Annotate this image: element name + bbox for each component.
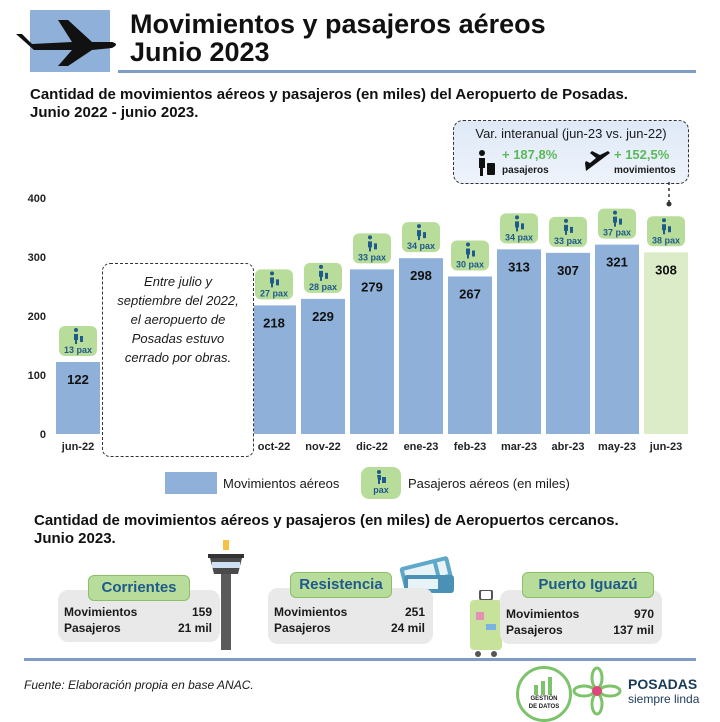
closure-note-text: Entre julio y septiembre del 2022, el aeropuerto de Posadas estuvo cerrado por obras. <box>117 274 239 365</box>
section1-title-line1: Cantidad de movimientos aéreos y pasajeros (en miles) del Aeropuerto de Posadas. <box>30 86 628 103</box>
page-title-line2: Junio 2023 <box>130 37 270 67</box>
airport-card-puerto-iguazu <box>500 590 662 644</box>
bar-value-label: 308 <box>655 262 677 278</box>
airport-mov-value: 970 <box>633 607 654 621</box>
walking-passenger-icon <box>474 149 496 177</box>
logo2-line1: POSADAS <box>628 676 698 692</box>
bar <box>644 252 688 434</box>
bar-value-label: 321 <box>606 254 628 270</box>
source-note: Fuente: Elaboración propia en base ANAC. <box>24 678 254 692</box>
x-tick-label: nov-22 <box>305 441 341 453</box>
x-tick-label: jun-22 <box>61 441 95 453</box>
airport-pas-value: 137 mil <box>613 623 654 637</box>
airport-pas-label: Pasajeros <box>64 621 121 635</box>
bar-value-label: 218 <box>263 315 285 331</box>
x-tick-label: may-23 <box>598 441 636 453</box>
variation-pasajeros-pct: + 187,8% <box>502 147 558 162</box>
airport-title-resistencia: Resistencia <box>290 572 392 598</box>
posadas-flower-icon <box>572 666 622 716</box>
legend-bars-swatch <box>165 472 217 494</box>
pax-label: 30 pax <box>455 259 485 270</box>
pax-label: 38 pax <box>651 235 681 246</box>
pax-label: 13 pax <box>63 345 93 356</box>
legend-bars-label: Movimientos aéreos <box>223 476 340 491</box>
x-tick-label: mar-23 <box>500 441 538 453</box>
y-tick-label: 400 <box>27 193 46 205</box>
pax-label: 28 pax <box>308 281 338 292</box>
legend-pax-badge-text: pax <box>373 485 389 495</box>
pax-label: 34 pax <box>406 241 436 252</box>
variation-header: Var. interanual (jun-23 vs. jun-22) <box>475 126 667 141</box>
legend-pax-label: Pasajeros aéreos (en miles) <box>408 476 570 491</box>
section2-title-line2: Junio 2023. <box>34 530 116 547</box>
airport-title-corrientes: Corrientes <box>88 575 190 601</box>
suitcase-icon <box>468 590 504 658</box>
airport-pas-value: 24 mil <box>390 621 425 635</box>
airport-mov-label: Movimientos <box>274 605 348 619</box>
pax-label: 33 pax <box>553 235 583 246</box>
logo2-line2: siempre linda <box>628 692 700 706</box>
footer-rule <box>24 658 696 661</box>
bar <box>595 245 639 434</box>
bar-value-label: 279 <box>361 279 383 295</box>
bar <box>399 258 443 434</box>
x-tick-label: jun-23 <box>649 441 683 453</box>
pax-label: 34 pax <box>504 232 534 243</box>
airplane-icon <box>12 14 122 68</box>
gestion-datos-logo <box>516 666 572 722</box>
section1-title-line2: Junio 2022 - junio 2023. <box>30 104 199 121</box>
logo1-line2: DE DATOS <box>528 704 560 710</box>
section2-title-line1: Cantidad de movimientos aéreos y pasajeros (en miles) de Aeropuertos cercanos. <box>34 512 619 529</box>
x-tick-label: ene-23 <box>403 441 439 453</box>
pax-label: 27 pax <box>259 288 289 299</box>
airport-title-puerto-iguazu: Puerto Iguazú <box>522 572 654 598</box>
pax-label: 37 pax <box>602 227 632 238</box>
plane-takeoff-icon <box>584 149 612 175</box>
y-tick-label: 200 <box>27 311 46 323</box>
x-tick-label: dic-22 <box>356 441 388 453</box>
airport-pas-value: 21 mil <box>177 621 212 635</box>
legend-pax-badge <box>361 467 401 499</box>
bar-value-label: 267 <box>459 286 481 302</box>
logo1-line1: GESTIÓN <box>530 696 558 702</box>
variation-movimientos-label: movimientos <box>614 165 676 176</box>
y-tick-label: 300 <box>27 252 46 264</box>
x-tick-label: abr-23 <box>551 441 585 453</box>
closure-note-box <box>102 263 254 457</box>
header-rule <box>118 70 696 73</box>
pax-label: 33 pax <box>357 252 387 263</box>
bar-chart-icon <box>532 675 556 695</box>
bar-value-label: 298 <box>410 268 432 284</box>
bar <box>497 249 541 434</box>
variation-movimientos-pct: + 152,5% <box>614 147 670 162</box>
bar <box>546 253 590 434</box>
airport-mov-value: 159 <box>191 605 212 619</box>
x-tick-label: oct-22 <box>257 441 291 453</box>
bar-value-label: 313 <box>508 259 530 275</box>
page-title-line1: Movimientos y pasajeros aéreos <box>130 9 546 39</box>
variation-box <box>453 120 689 184</box>
bar-value-label: 229 <box>312 308 334 324</box>
bar-value-label: 122 <box>67 372 89 388</box>
airport-mov-label: Movimientos <box>64 605 138 619</box>
y-tick-label: 100 <box>27 370 46 382</box>
walking-passenger-icon <box>375 470 387 484</box>
variation-pasajeros-label: pasajeros <box>502 165 549 176</box>
airport-mov-label: Movimientos <box>506 607 580 621</box>
bar-value-label: 307 <box>557 262 579 278</box>
y-tick-label: 0 <box>39 429 46 441</box>
airport-pas-label: Pasajeros <box>506 623 563 637</box>
x-tick-label: feb-23 <box>453 441 487 453</box>
airport-pas-label: Pasajeros <box>274 621 331 635</box>
airport-mov-value: 251 <box>404 605 425 619</box>
